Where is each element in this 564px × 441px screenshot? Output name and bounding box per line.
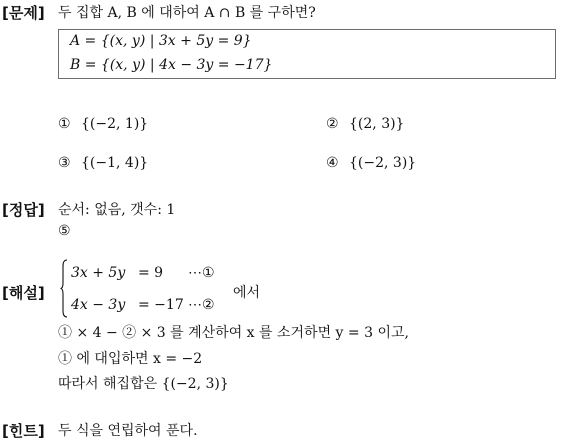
equation-1-tag: ⋯①	[188, 265, 215, 281]
equation-1-lhs: 3x + 5y	[71, 265, 126, 281]
equation-2-tag: ⋯②	[188, 297, 215, 313]
hint-text: 두 식을 연립하여 푼다.	[58, 423, 198, 439]
set-b: B = {(x, y) | 4x − 3y = −17}	[70, 57, 273, 73]
problem-label: [문제]	[2, 4, 45, 22]
choice-1-text: {(−2, 1)}	[81, 116, 149, 132]
solution-label: [해설]	[2, 284, 45, 302]
solution-line-2: ① 에 대입하면 x = −2	[58, 351, 203, 367]
answer-line-2: ⑤	[58, 223, 71, 239]
solution-line-3: 따라서 해집합은 {(−2, 3)}	[58, 376, 229, 392]
system-suffix: 에서	[233, 285, 261, 301]
answer-line-1: 순서: 없음, 갯수: 1	[58, 202, 176, 218]
equation-2-rhs: = −17	[138, 297, 184, 313]
solution-line-1: ① × 4 − ② × 3 를 계산하여 x 를 소거하면 y = 3 이고,	[58, 325, 409, 341]
choice-4-number: ④	[326, 155, 339, 171]
choice-3-text: {(−1, 4)}	[81, 155, 149, 171]
choice-4-text: {(−2, 3)}	[349, 155, 417, 171]
system-brace	[60, 259, 68, 318]
choice-1-number: ①	[58, 116, 71, 132]
equation-2-lhs: 4x − 3y	[71, 297, 126, 313]
choice-2-text: {(2, 3)}	[349, 116, 405, 132]
equation-1-rhs: = 9	[138, 265, 164, 281]
choice-4[interactable]	[326, 155, 416, 171]
answer-label: [정답]	[2, 201, 45, 219]
choice-3[interactable]	[58, 155, 148, 171]
choice-2[interactable]	[326, 116, 404, 132]
choice-3-number: ③	[58, 155, 71, 171]
choice-2-number: ②	[326, 116, 339, 132]
choice-1[interactable]	[58, 116, 148, 132]
set-a: A = {(x, y) | 3x + 5y = 9}	[70, 33, 252, 49]
hint-label: [힌트]	[2, 422, 45, 440]
question-text: 두 집합 A, B 에 대하여 A ∩ B 를 구하면?	[58, 5, 316, 21]
